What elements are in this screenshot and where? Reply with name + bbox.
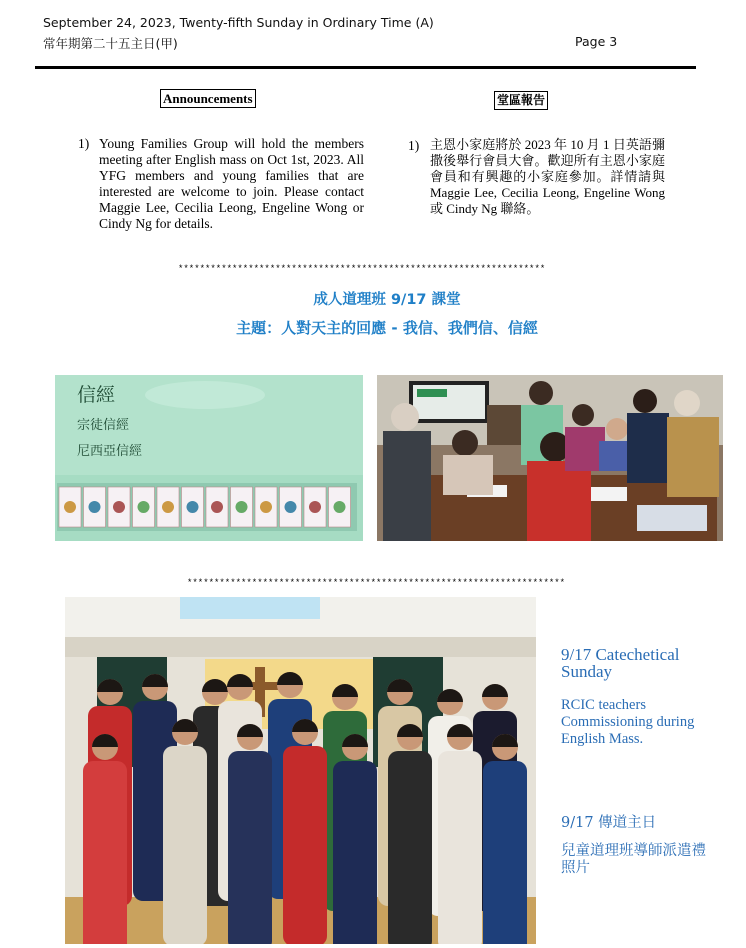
faith-cards — [57, 483, 357, 531]
faith-card-figure — [236, 501, 248, 513]
sidebar-heading: 9/17 Catechetical Sunday — [561, 645, 680, 681]
faith-card-figure — [334, 501, 346, 513]
faith-card-figure — [260, 501, 272, 513]
board-illustration — [55, 375, 363, 541]
sidebar-caption-zh: 兒童道理班導師派遣禮照片 — [561, 843, 706, 876]
faith-card-figure — [138, 501, 150, 513]
person-body — [228, 751, 272, 944]
sidebar-heading-zh: 9/17 傳道主日 — [561, 815, 657, 831]
section-subtitle: 主題：人對天主的回應 - 我信、我們信、信經 — [236, 319, 538, 337]
star-separator: ******************************************************************** — [178, 264, 546, 274]
classroom-illustration — [377, 375, 723, 541]
announcement-en-number: 1) — [78, 136, 90, 151]
header-liturgical-line: 常年期第二十五主日(甲) — [43, 36, 178, 51]
header-rule — [35, 66, 696, 69]
person-body — [333, 761, 377, 944]
classroom-photo — [377, 375, 723, 541]
faith-card-figure — [211, 501, 223, 513]
board-text-main: 信經 — [77, 384, 116, 406]
person-body — [438, 751, 482, 944]
board-text-nicene: 尼西亞信經 — [77, 444, 143, 459]
page-number: Page 3 — [575, 34, 618, 49]
faith-card-figure — [187, 501, 199, 513]
person-body — [388, 751, 432, 944]
section-title: 成人道理班 9/17 課堂 — [313, 292, 461, 308]
announcement-zh-number: 1) — [408, 138, 420, 153]
announcements-title-en: Announcements — [160, 89, 256, 108]
faith-card-figure — [285, 501, 297, 513]
person-body — [283, 746, 327, 944]
sidebar-caption-en: RCIC teachers Commissioning during English Mass. — [561, 697, 695, 747]
faith-card-figure — [162, 501, 174, 513]
faith-card-figure — [113, 501, 125, 513]
announcement-zh-text: 主恩小家庭將於 2023 年 10 月 1 日英語彌撒後舉行會員大會。歡迎所有主恩小家庭會員和有興趣的小家庭參加。詳情請與 Maggie Lee, Cecilia Leong, Engeline Wong 或 Cindy Ng 聯絡。 — [430, 137, 665, 216]
class-board-photo — [55, 375, 363, 541]
person-body — [83, 761, 127, 944]
board-text-apostles: 宗徒信經 — [77, 418, 130, 433]
faith-card-figure — [309, 501, 321, 513]
group-illustration — [65, 597, 536, 944]
header-date-line: September 24, 2023, Twenty-fifth Sunday in Ordinary Time (A) — [43, 15, 434, 30]
faith-card-figure — [89, 501, 101, 513]
star-separator-2: ********************************************************************** — [187, 578, 566, 588]
person-body — [483, 761, 527, 944]
announcement-en-text: Young Families Group will hold the members meeting after English mass on Oct 1st, 2023. All YFG members and young families that are interested are welcome to join. Please contact Maggie Lee, Cecilia Leong, Engeline Wong or Cindy Ng for details. — [99, 136, 364, 231]
person-body — [163, 746, 207, 944]
faith-card-figure — [64, 501, 76, 513]
announcements-title-zh: 堂區報告 — [494, 91, 548, 110]
group-photo — [65, 597, 536, 944]
